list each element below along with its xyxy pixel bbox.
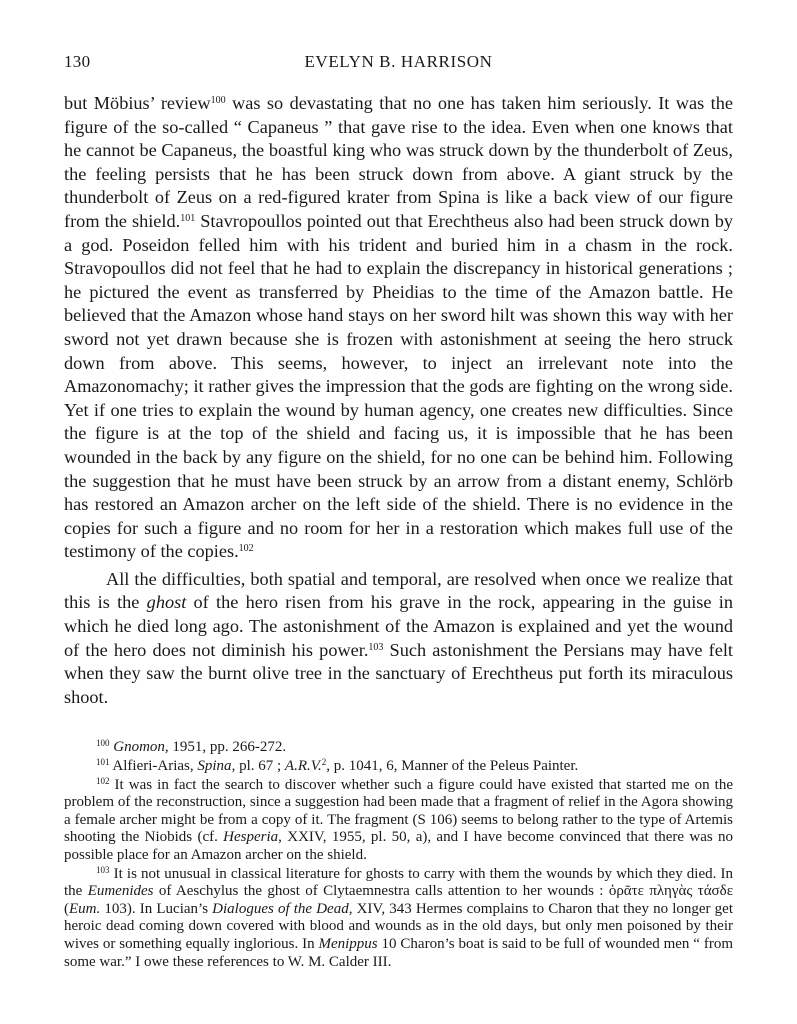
italic-run: Hesperia bbox=[223, 829, 279, 846]
page bbox=[64, 52, 733, 971]
footnote-100 bbox=[64, 739, 733, 757]
running-head-author: EVELYN B. HARRISON bbox=[304, 52, 493, 71]
italic-run: ghost bbox=[146, 592, 187, 613]
italic-run: Menippus bbox=[318, 935, 378, 952]
footnote-number: 102 bbox=[96, 775, 110, 786]
text-run: of the hero risen from his grave in the rock, appearing in the guise in which he died long ago. The astonishment of the Amazon is explained and yet the wound of the hero does not diminish his power. bbox=[64, 592, 733, 660]
text-run: , XIV, 343 Hermes complains to Charon that they no longer get heroic dead coming down covered with blood and wounds as in the old days, but only men poisoned by their wives or something equally inglorious. In bbox=[64, 900, 733, 952]
footnote-101 bbox=[64, 758, 733, 776]
footnote-ref-100: 100 bbox=[210, 95, 226, 106]
greek-quotation: ὁρᾶτε πληγὰς τάσδε bbox=[608, 883, 734, 900]
text-run: Such astonishment the Persians may have felt when they saw the burnt olive tree in the sanctuary of Erechtheus put forth its miraculous shoot. bbox=[64, 639, 733, 707]
text-run: , pl. 67 ; bbox=[231, 758, 285, 775]
footnote-number: 100 bbox=[96, 738, 110, 749]
footnote-number: 101 bbox=[96, 757, 110, 768]
italic-run: Spina bbox=[197, 758, 232, 775]
paragraph-2 bbox=[64, 568, 733, 710]
text-run: , 1951, pp. 266-272. bbox=[164, 739, 287, 756]
text-run: All the difficulties, both spatial and temporal, are resolved when once we realize that this is the bbox=[64, 568, 733, 613]
footnote-ref-102: 102 bbox=[238, 543, 254, 555]
text-run: was so devastating that no one has taken him seriously. It was the figure of the so-called “ Capaneus ” that gave rise to the idea. Even when one knows that he cannot be Capaneus, the boastful king who was struck down by the thunderbolt of Zeus, the feeling persists that he has been struck down from above. A giant struck by the thunderbolt of Zeus on a red-figured krater from Spina is like a back view of our figure from the shield. bbox=[64, 93, 733, 231]
italic-run: A.R.V. bbox=[284, 758, 322, 775]
footnote-number: 103 bbox=[96, 864, 110, 875]
italic-run: Dialogues of the Dead bbox=[212, 900, 349, 917]
text-run: 103). In Lucian’s bbox=[100, 900, 213, 917]
text-run: ( bbox=[64, 900, 69, 917]
text-run: of Aeschylus the ghost of Clytaemnestra calls attention to her wounds : bbox=[153, 883, 609, 900]
body-text bbox=[64, 92, 733, 709]
running-header bbox=[64, 52, 733, 76]
footnote-ref-103: 103 bbox=[368, 641, 384, 653]
text-run: , p. 1041, 6, Manner of the Peleus Painter. bbox=[326, 758, 579, 775]
page-number: 130 bbox=[64, 52, 91, 71]
paragraph-1 bbox=[64, 92, 733, 564]
italic-run: Eumenides bbox=[87, 883, 154, 900]
text-run: , XXIV, 1955, pl. 50, a), and I have become convinced that there was no possible place for an Amazon archer on the shield. bbox=[64, 829, 733, 863]
superscript: 2 bbox=[321, 757, 327, 768]
text-run: It is not unusual in classical literature for ghosts to carry with them the wounds by which they died. In the bbox=[64, 865, 733, 900]
footnotes bbox=[64, 739, 733, 971]
italic-run: Eum. bbox=[69, 900, 101, 917]
text-run: Alfieri-Arias, bbox=[109, 758, 198, 775]
footnote-102 bbox=[64, 777, 733, 865]
text-run: It was in fact the search to discover whether such a figure could have existed that started me on the problem of the reconstruction, since a suggestion had been made that a fragment of relief in the Agora showing a female archer might be from a copy of it. The fragment (S 106) seems to belong rather to the type of Artemis shooting the Niobids (cf. bbox=[64, 776, 733, 846]
text-run: 10 Charon’s boat is said to be full of wounded men “ from some war.” I owe these references to W. M. Calder III. bbox=[64, 935, 733, 970]
text-run: Stavropoullos pointed out that Erechtheus also had been struck down by a god. Poseidon felled him with his trident and buried him in a chasm in the rock. Stravopoullos did not feel that he had to explain the discrepancy in historical generations ; he pictured the event as transferred by Pheidias to the time of the Amazon battle. He believed that the Amazon whose hand stays on her sword hilt was shown this way with her sword not yet drawn because she is frozen with astonishment at seeing the hero struck down from above. This seems, however, to inject an irrelevant note into the Amazonomachy; it rather gives the impression that the gods are fighting on the wrong side. Yet if one tries to explain the wound by human agency, one creates new difficulties. Since the figure is at the top of the shield and facing us, it is impossible that he has been wounded in the back by any figure on the shield, for no one can be behind him. Following the suggestion that he must have been struck by an arrow from a distant enemy, Schlörb has restored an Amazon archer on the left side of the shield. There is no evidence in the copies for such a figure and no room for her in a restoration which makes full use of the testimony of the copies. bbox=[64, 210, 734, 562]
italic-run: Gnomon bbox=[113, 739, 165, 756]
text-run: but Möbius’ review bbox=[64, 93, 211, 113]
footnote-103 bbox=[64, 866, 733, 972]
footnote-ref-101: 101 bbox=[180, 212, 196, 224]
